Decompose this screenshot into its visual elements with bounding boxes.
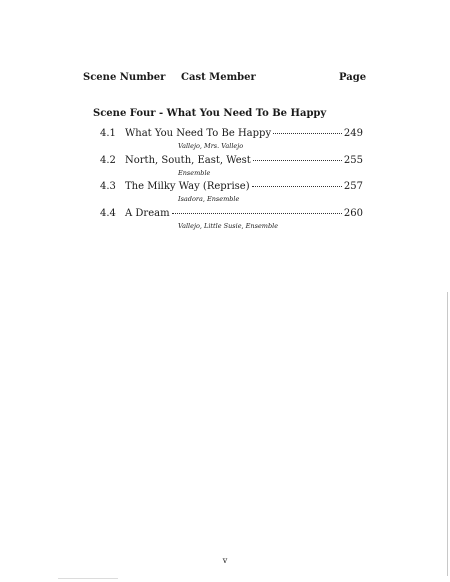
song-title-line [125,128,363,139]
song-cast: Vallejo, Little Susie, Ensemble [178,222,279,231]
dot-leader [273,133,342,134]
song-title-line [125,155,363,166]
header-page: Page [339,72,367,83]
song-page: 255 [343,154,363,166]
song-number: 4.4 [100,208,116,220]
song-entry [0,128,450,155]
song-title: The Milky Way (Reprise) [125,181,250,193]
header-scene-number: Scene Number [83,72,166,83]
song-title: North, South, East, West [125,154,251,166]
scan-artifact [58,578,118,579]
song-title: A Dream [125,208,170,220]
song-page: 249 [343,128,363,139]
page-edge-line [447,292,448,576]
song-entry [0,208,450,235]
song-cast: Vallejo, Mrs. Vallejo [178,142,244,150]
song-title-line [125,181,363,192]
header-cast-member: Cast Member [181,72,256,83]
song-page: 257 [343,181,363,193]
dot-leader [252,186,342,187]
page-number: v [222,556,228,565]
song-page: 260 [343,208,363,220]
song-entry [0,155,450,182]
song-number: 4.3 [100,181,116,193]
song-entry [0,181,450,208]
scene-title: Scene Four - What You Need To Be Happy [93,108,327,119]
song-cast: Isadora, Ensemble [178,195,240,204]
song-number: 4.1 [100,128,116,139]
song-title-line [125,208,363,219]
song-number: 4.2 [100,154,116,166]
column-header [0,72,450,88]
dot-leader [172,213,342,214]
dot-leader [253,160,342,161]
song-list [0,128,450,235]
song-title: What You Need To Be Happy [125,128,272,139]
song-cast: Ensemble [178,168,211,177]
